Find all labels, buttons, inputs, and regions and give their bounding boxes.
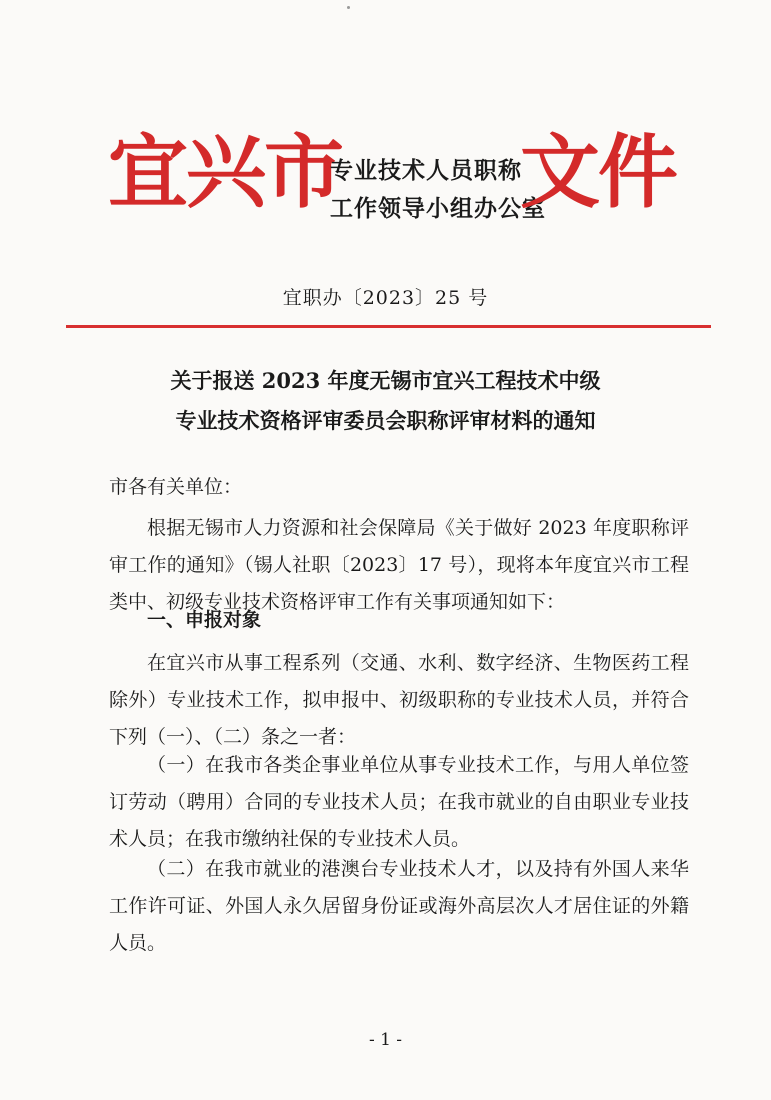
document-title-line2: 专业技术资格评审委员会职称评审材料的通知 [175,408,596,433]
header-city-name: 宜兴市 [108,125,342,219]
document-number: 宜职办〔2023〕25 号 [282,287,489,309]
page-number: - 1 - [368,1030,403,1050]
intro-paragraph: 根据无锡市人力资源和社会保障局《关于做好 2023 年度职称评审工作的通知》（锡人社职〔2023〕17 号），现将本年度宜兴市工程类中、初级专业技术资格评审工作有关事项通知如下： [109,517,689,613]
salutation: 市各有关单位： [109,476,243,498]
header-doc-word: 文件 [520,125,676,219]
scan-speck [347,6,350,9]
document-title-line1: 关于报送 2023 年度无锡市宜兴工程技术中级 [170,368,601,393]
list-item-1: （一）在我市各类企事业单位从事专业技术工作，与用人单位签订劳动（聘用）合同的专业技术人员；在我市就业的自由职业专业技术人员；在我市缴纳社保的专业技术人员。 [109,754,689,850]
section-paragraph: 在宜兴市从事工程系列（交通、水利、数字经济、生物医药工程除外）专业技术工作，拟申报中、初级职称的专业技术人员，并符合下列（一）、（二）条之一者： [109,652,689,748]
section-heading: 一、申报对象 [147,609,262,631]
list-item-2: （二）在我市就业的港澳台专业技术人才，以及持有外国人来华工作许可证、外国人永久居留身份证或海外高层次人才居住证的外籍人员。 [109,858,689,954]
header-office-line1: 专业技术人员职称 [330,157,522,184]
header-divider [66,325,711,328]
header-office-line2: 工作领导小组办公室 [330,195,546,222]
